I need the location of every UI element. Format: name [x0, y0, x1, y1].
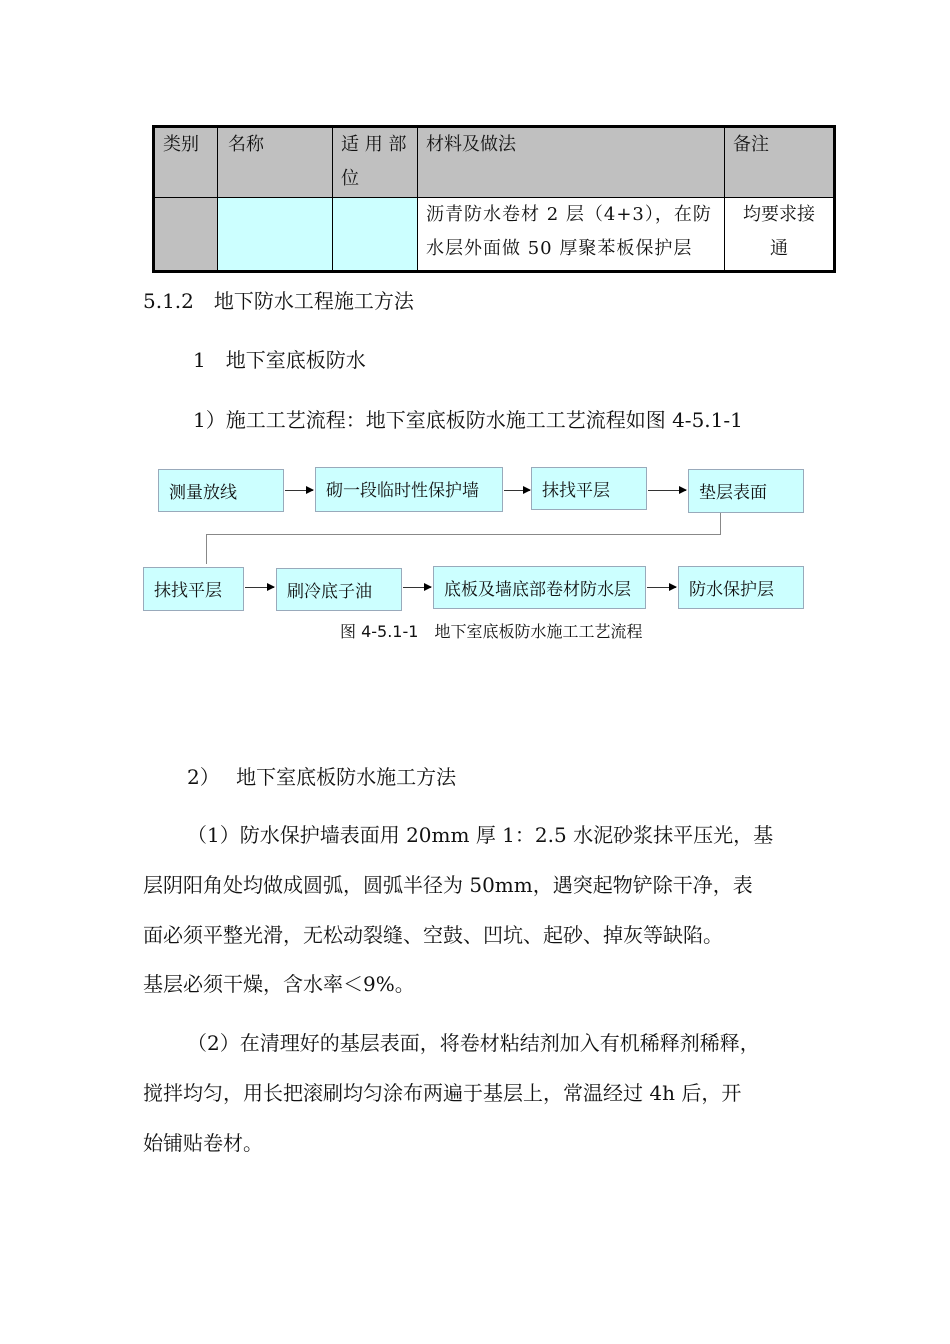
paragraph-line: （1）防水保护墙表面用 20mm 厚 1：2.5 水泥砂浆抹平压光，基: [187, 823, 774, 847]
header-note: 备注: [725, 127, 835, 198]
flow-step: 测量放线: [158, 469, 284, 512]
paragraph-line: 层阴阳角处均做成圆弧，圆弧半径为 50mm，遇突起物铲除干净，表: [143, 873, 753, 897]
table-header-row: [154, 127, 835, 198]
arrow-right-icon: [403, 587, 431, 588]
arrow-right-icon: [504, 490, 530, 491]
flow-step: 垫层表面: [688, 469, 804, 513]
note-line-1: 均要求接: [743, 204, 815, 225]
header-material: 材料及做法: [418, 127, 725, 198]
paragraph-line: （2）在清理好的基层表面，将卷材粘结剂加入有机稀释剂稀释，: [187, 1031, 760, 1055]
arrow-right-icon: [285, 490, 313, 491]
header-name: 名称: [218, 127, 333, 198]
materials-table: [152, 125, 836, 273]
paragraph-line: 基层必须干燥，含水率＜9%。: [143, 972, 415, 996]
flow-step: 底板及墙底部卷材防水层: [433, 566, 646, 609]
cell-location: [333, 198, 418, 272]
table-row: [154, 198, 835, 272]
connector-line: [720, 513, 721, 535]
paragraph-line: 始铺贴卷材。: [143, 1131, 263, 1155]
flow-step: 抹找平层: [531, 467, 647, 510]
arrow-right-icon: [648, 490, 686, 491]
flow-intro: 1）施工工艺流程：地下室底板防水施工工艺流程如图 4-5.1-1: [193, 408, 743, 432]
cell-note: [725, 198, 835, 272]
cell-name: [218, 198, 333, 272]
header-location: 适 用 部位: [333, 127, 418, 198]
arrow-right-icon: [245, 587, 274, 588]
arrow-right-icon: [647, 587, 676, 588]
header-category: 类别: [154, 127, 218, 198]
section-title: 5.1.2 地下防水工程施工方法: [143, 289, 414, 313]
material-line-1: 沥青防水卷材 2 层（4+3），在防: [426, 204, 712, 225]
flow-step: 防水保护层: [678, 566, 804, 609]
flow-step: 抹找平层: [143, 567, 244, 611]
paragraph-line: 面必须平整光滑，无松动裂缝、空鼓、凹坑、起砂、掉灰等缺陷。: [143, 923, 723, 947]
subsection-title: 1 地下室底板防水: [193, 348, 366, 372]
paragraph-line: 搅拌均匀，用长把滚刷均匀涂布两遍于基层上，常温经过 4h 后，开: [143, 1081, 742, 1105]
material-line-2: 水层外面做 50 厚聚苯板保护层: [426, 238, 693, 259]
connector-line: [206, 534, 721, 535]
flow-step: 刷冷底子油: [276, 568, 402, 611]
cell-material: [418, 198, 725, 272]
method-heading: 2） 地下室底板防水施工方法: [187, 765, 457, 789]
flow-step: 砌一段临时性保护墙: [315, 467, 503, 512]
connector-line: [206, 534, 207, 564]
cell-category: [154, 198, 218, 272]
note-line-2: 通: [770, 238, 788, 259]
figure-caption: 图 4-5.1-1 地下室底板防水施工工艺流程: [340, 622, 643, 641]
